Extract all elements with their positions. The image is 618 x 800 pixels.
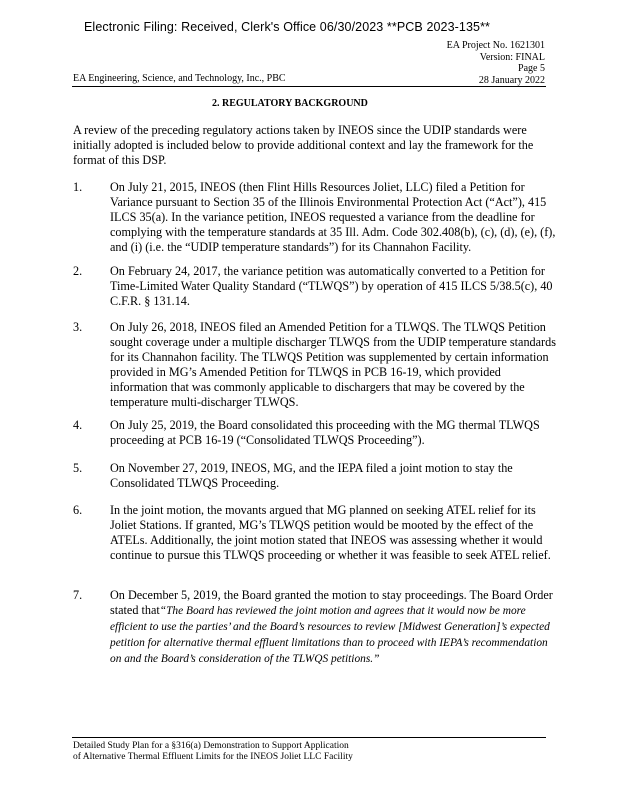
section-heading: 2. REGULATORY BACKGROUND [212,98,368,109]
item-text: On February 24, 2017, the variance petition was automatically converted to a Petition for Time-Limited Water Quality Standard (“TLWQS”) by operation of 415 ILCS 5/38.5(c), 40 C.F.R. § 131.14. [110,264,553,308]
item-number: 1. [73,180,83,194]
item-number: 5. [73,461,83,475]
item-text [110,588,560,667]
item-text: On July 25, 2019, the Board consolidated this proceeding with the MG thermal TLWQS proceeding at PCB 16-19 (“Consolidated TLWQS Proceeding”). [110,418,540,447]
footer-divider [72,737,546,738]
document-date: 28 January 2022 [478,74,545,86]
intro-paragraph: A review of the preceding regulatory actions taken by INEOS since the UDIP standards were initially adopted is included below to provide additional context and lay the framework for the format of this DSP. [73,123,534,167]
item-text: On November 27, 2019, INEOS, MG, and the IEPA filed a joint motion to stay the Consolidated TLWQS Proceeding. [110,461,513,490]
item-text: In the joint motion, the movants argued that MG planned on seeking ATEL relief for its Joliet Stations. If granted, MG’s TLWQS petition would be mooted by the effect of the ATELs. Additionally, the joint motion stated that INEOS was assessing whether it would continue to pursue this TLWQS proceeding or whether it was feasible to seek ATEL relief. [110,503,551,562]
footer-line-1: Detailed Study Plan for a §316(a) Demonstration to Support Application [73,741,349,751]
header-divider [72,86,546,87]
item-text: On July 26, 2018, INEOS filed an Amended Petition for a TLWQS. The TLWQS Petition sought coverage under a multiple discharger TLWQS from the UDIP temperature standards for its Channahon facility. The TLWQS Petition was supplemented by certain information provided in MG’s Amended Petition for TLWQS in PCB 16-19, which provided information that was commonly applicable to dischargers that may be covered by the temperature multi-discharger TLWQS. [110,320,556,409]
item-number: 4. [73,418,83,432]
item-number: 3. [73,320,83,334]
item-number: 2. [73,264,83,278]
document-header-info [447,40,545,86]
filing-stamp: Electronic Filing: Received, Clerk's Office 06/30/2023 **PCB 2023-135** [84,20,490,34]
item-number: 7. [73,588,83,602]
footer-line-2: of Alternative Thermal Effluent Limits for the INEOS Joliet LLC Facility [73,752,353,762]
item-text: On July 21, 2015, INEOS (then Flint Hills Resources Joliet, LLC) filed a Petition for Variance pursuant to Section 35 of the Illinois Environmental Protection Act (“Act”), 415 ILCS 35(a). In the variance petition, INEOS requested a variance from the deadline for complying with the temperature standards at 35 Ill. Adm. Code 302.408(b), (c), (d), (e), (f), and (i) (i.e. the “UDIP temperature standards”) for its Channahon Facility. [110,180,556,254]
item-number: 6. [73,503,83,517]
project-number: EA Project No. 1621301 [446,40,545,51]
page-number: Page 5 [518,63,545,74]
item-text-lead: On December 5, 2019, the Board granted the motion to stay proceedings. The Board Order stated that [110,588,553,617]
document-footer [73,741,353,763]
version: Version: FINAL [479,51,545,63]
company-name: EA Engineering, Science, and Technology, Inc., PBC [73,73,286,84]
board-order-quote: “The Board has reviewed the joint motion and agrees that it would now be more efficient to use the parties’ and the Board’s resources to review [Midwest Generation]’s expected petition for alternative thermal effluent limitations than to proceed with IEPA’s recommendation on and the Board’s consideration of the TLWQS petitions.” [110,605,550,665]
